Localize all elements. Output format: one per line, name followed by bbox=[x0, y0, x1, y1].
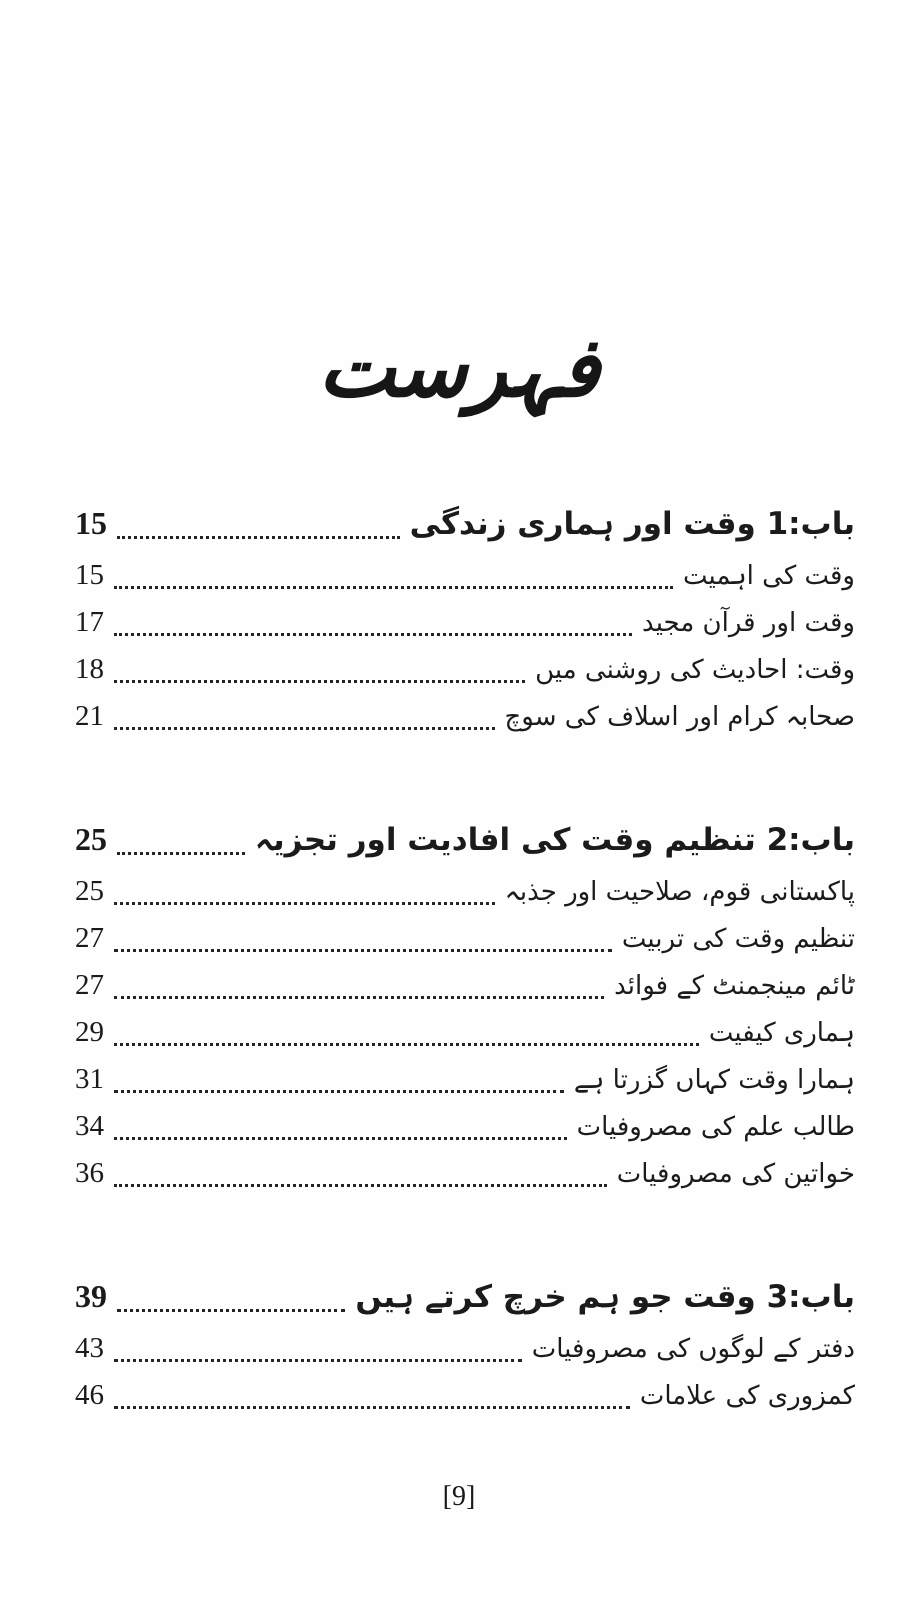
dotted-leader bbox=[114, 680, 525, 683]
toc-entry-row bbox=[75, 921, 855, 968]
toc-entry-row bbox=[75, 1378, 855, 1425]
page-number: 17 bbox=[75, 606, 104, 639]
page-number: 46 bbox=[75, 1379, 104, 1412]
toc-section-2 bbox=[75, 820, 855, 1203]
toc-section-3 bbox=[75, 1277, 855, 1425]
toc-chapter-row bbox=[75, 820, 855, 874]
entry-title: وقت: احادیث کی روشنی میں bbox=[535, 655, 855, 686]
dotted-leader bbox=[114, 902, 495, 905]
chapter-title: باب:2 تنظیم وقت کی افادیت اور تجزیہ bbox=[254, 822, 855, 859]
toc-chapter-row bbox=[75, 1277, 855, 1331]
page-number: 43 bbox=[75, 1332, 104, 1365]
page-number: 27 bbox=[75, 969, 104, 1002]
page-number: 21 bbox=[75, 700, 104, 733]
entry-title: ہمارا وقت کہاں گزرتا ہے bbox=[573, 1065, 855, 1096]
dotted-leader bbox=[114, 1043, 699, 1046]
dotted-leader bbox=[114, 949, 612, 952]
toc-entry-row bbox=[75, 1062, 855, 1109]
page-number: 15 bbox=[75, 505, 107, 542]
dotted-leader bbox=[114, 1090, 564, 1093]
toc-chapter-row bbox=[75, 504, 855, 558]
chapter-title: باب:1 وقت اور ہماری زندگی bbox=[409, 506, 855, 543]
toc-entry-row bbox=[75, 874, 855, 921]
toc-list bbox=[75, 504, 855, 1425]
entry-title: طالب علم کی مصروفیات bbox=[576, 1112, 855, 1143]
page-title: فہرست bbox=[318, 321, 600, 416]
toc-entry-row bbox=[75, 605, 855, 652]
page-number: 36 bbox=[75, 1157, 104, 1190]
toc-entry-row bbox=[75, 1156, 855, 1203]
page-number: 39 bbox=[75, 1278, 107, 1315]
entry-title: پاکستانی قوم، صلاحیت اور جذبہ bbox=[504, 877, 855, 908]
toc-entry-row bbox=[75, 1331, 855, 1378]
chapter-title: باب:3 وقت جو ہم خرچ کرتے ہیں bbox=[355, 1279, 855, 1316]
dotted-leader bbox=[114, 633, 632, 636]
entry-title: دفتر کے لوگوں کی مصروفیات bbox=[531, 1334, 855, 1365]
dotted-leader bbox=[117, 536, 400, 539]
dotted-leader bbox=[114, 1184, 607, 1187]
entry-title: تنظیم وقت کی تربیت bbox=[621, 924, 855, 955]
page-number: 25 bbox=[75, 821, 107, 858]
toc-entry-row bbox=[75, 558, 855, 605]
entry-title: خواتین کی مصروفیات bbox=[616, 1159, 855, 1190]
toc-entry-row bbox=[75, 652, 855, 699]
dotted-leader bbox=[114, 727, 495, 730]
toc-section-1 bbox=[75, 504, 855, 746]
dotted-leader bbox=[114, 586, 673, 589]
dotted-leader bbox=[114, 1406, 630, 1409]
dotted-leader bbox=[117, 852, 245, 855]
dotted-leader bbox=[114, 1137, 567, 1140]
entry-title: کمزوری کی علامات bbox=[639, 1381, 855, 1412]
toc-entry-row bbox=[75, 1109, 855, 1156]
page-number: 34 bbox=[75, 1110, 104, 1143]
page-footer: [9] bbox=[442, 1481, 476, 1512]
dotted-leader bbox=[114, 996, 604, 999]
dotted-leader bbox=[114, 1359, 522, 1362]
page-number: 18 bbox=[75, 653, 104, 686]
page-number: 15 bbox=[75, 559, 104, 592]
page-number: 27 bbox=[75, 922, 104, 955]
entry-title: وقت کی اہمیت bbox=[683, 561, 855, 592]
page-number: 29 bbox=[75, 1016, 104, 1049]
entry-title: ٹائم مینجمنٹ کے فوائد bbox=[614, 971, 855, 1002]
dotted-leader bbox=[117, 1309, 345, 1312]
entry-title: وقت اور قرآن مجید bbox=[642, 608, 855, 639]
entry-title: ہماری کیفیت bbox=[708, 1018, 855, 1049]
entry-title: صحابہ کرام اور اسلاف کی سوچ bbox=[504, 702, 855, 733]
page-number: 31 bbox=[75, 1063, 104, 1096]
toc-entry-row bbox=[75, 968, 855, 1015]
toc-entry-row bbox=[75, 1015, 855, 1062]
toc-entry-row bbox=[75, 699, 855, 746]
page-number: 25 bbox=[75, 875, 104, 908]
